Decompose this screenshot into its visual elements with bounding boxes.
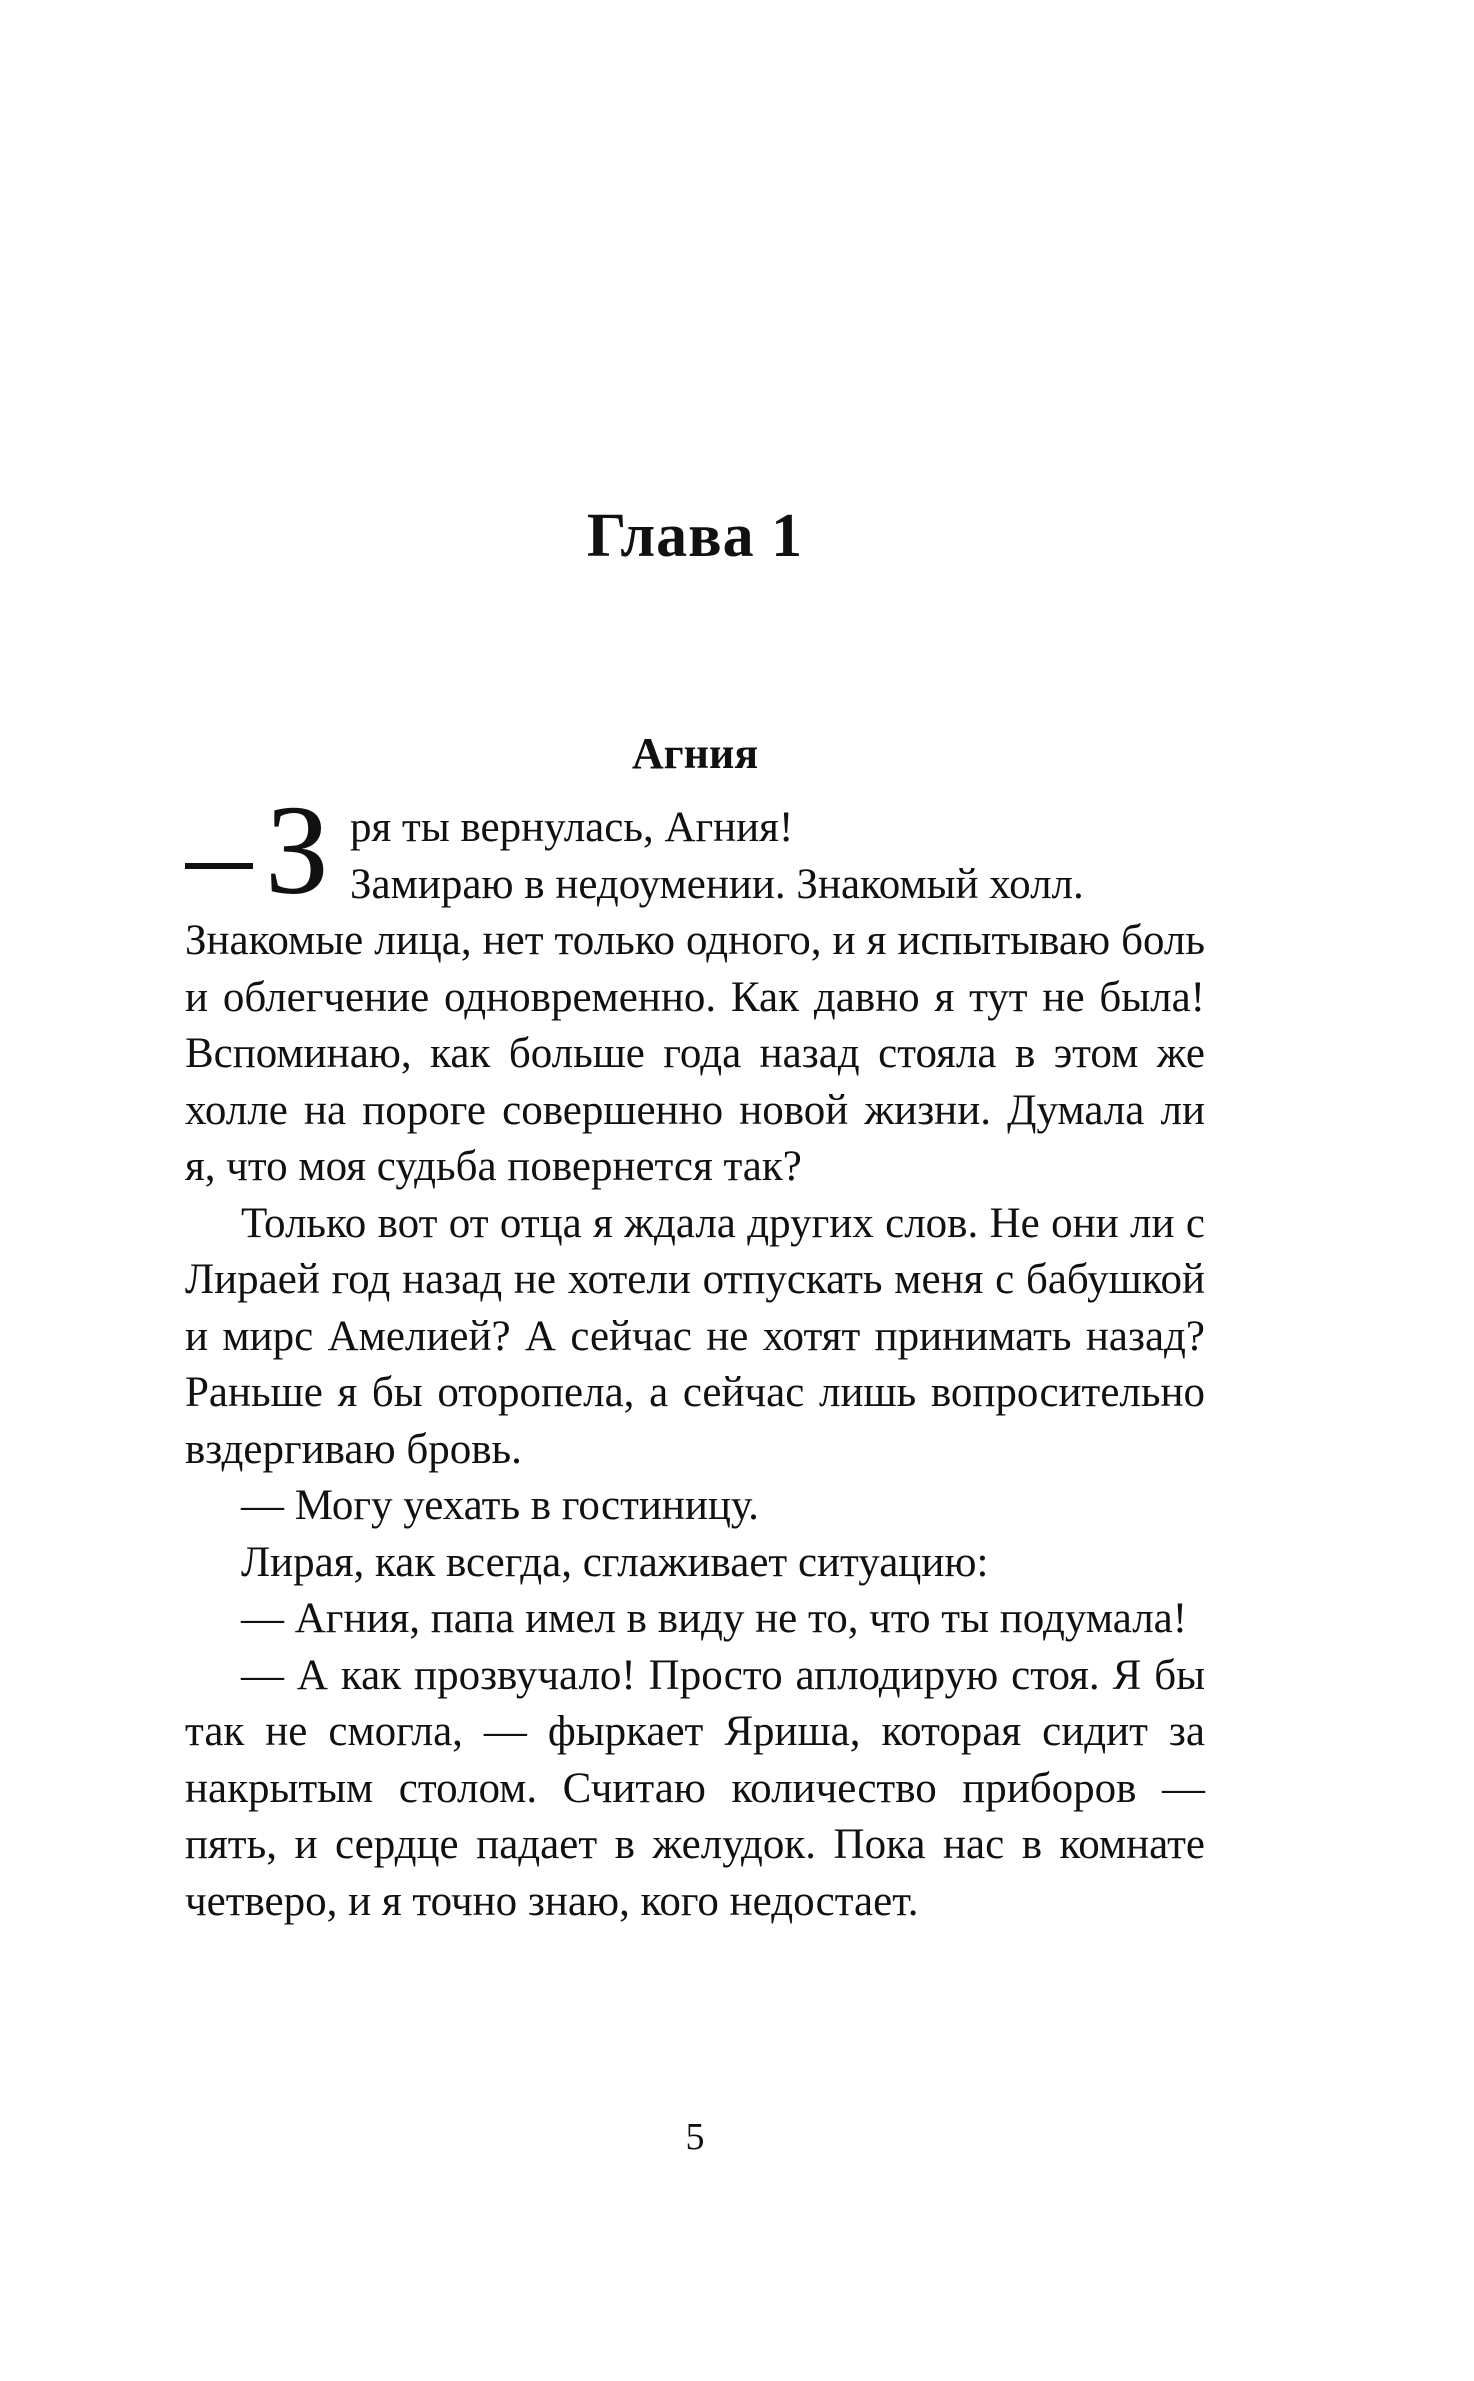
drop-cap-letter: З <box>265 779 330 921</box>
section-heading: Агния <box>631 729 759 778</box>
opening-paragraph-rest: Знакомые лица, нет только одного, и я испытываю боль и облегчение одновременно. Как давно я тут не была! Вспоминаю, как больше года назад стояла в этом же холле на пороге совершенно новой жизни. Думала ли я, что моя судьба повернется так? <box>185 917 1205 1190</box>
drop-cap <box>185 779 350 921</box>
dialogue-line: — А как прозвучало! Просто аплодирую стоя. Я бы так не смогла, — фыркает Яриша, которая сидит за накрытым столом. Считаю количество приборов — пять, и сердце падает в желудок. Пока нас в комнате четверо, и я точно знаю, кого недостает. <box>185 1651 1205 1925</box>
opening-second-line: Замираю в недоумении. Знакомый холл. <box>350 860 1084 908</box>
opening-paragraph <box>185 779 1205 1196</box>
body-text <box>185 779 1205 1930</box>
drop-cap-dash <box>185 863 253 869</box>
paragraph: Только вот от отца я ждала других слов. Не они ли с Лираей год назад не хотели отпускать меня с бабушкой и мирс Амелией? А сейчас не хотят принимать назад? Раньше я бы оторопела, а сейчас лишь вопросительно вздергиваю бровь. <box>185 1199 1205 1473</box>
dialogue-line: — Агния, папа имел в виду не то, что ты подумала! <box>241 1595 1188 1642</box>
chapter-title: Глава 1 <box>586 502 804 570</box>
paragraph: Лирая, как всегда, сглаживает ситуацию: <box>241 1538 989 1586</box>
page-number: 5 <box>685 2116 705 2158</box>
opening-first-line: ря ты вернулась, Агния! <box>350 804 794 851</box>
dialogue-line: — Могу уехать в гостиницу. <box>241 1482 759 1529</box>
